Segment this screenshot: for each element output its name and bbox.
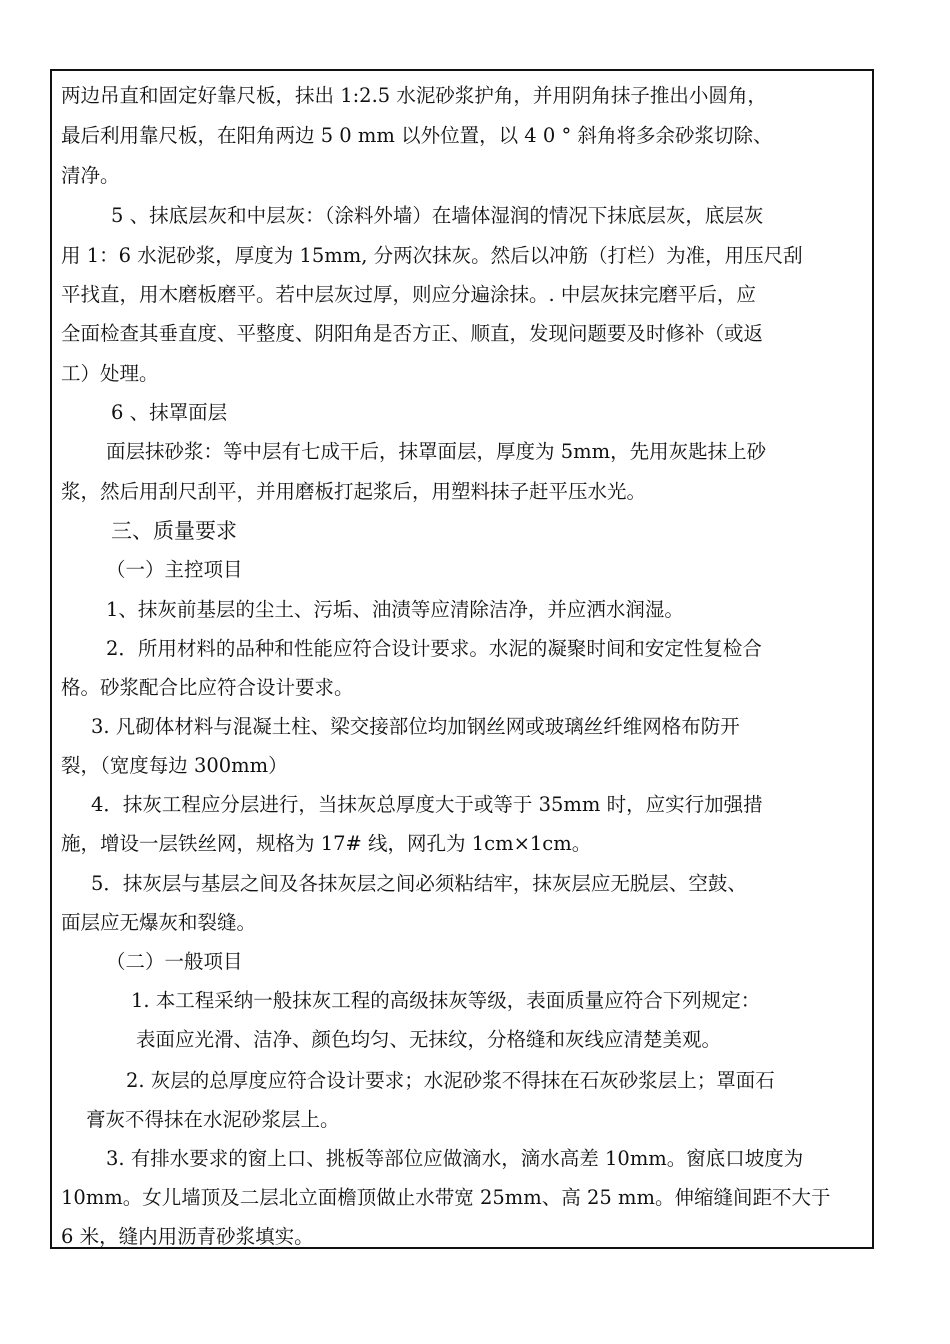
text-line: 全面检查其垂直度、平整度、阴阳角是否方正、顺直，发现问题要及时修补（或返 <box>61 322 764 345</box>
text-line: 4．抹灰工程应分层进行，当抹灰总厚度大于或等于 35mm 时，应实行加强措 <box>91 793 763 816</box>
text-line: 裂，（宽度每边 300mm） <box>61 754 288 777</box>
text-line: 工）处理。 <box>61 362 159 385</box>
text-line: 5 、抹底层灰和中层灰：（涂料外墙）在墙体湿润的情况下抹底层灰，底层灰 <box>111 204 764 227</box>
subsection-heading: （一）主控项目 <box>106 558 243 581</box>
text-line: 施，增设一层铁丝网，规格为 17# 线，网孔为 1cm×1cm。 <box>61 832 592 855</box>
text-line: 表面应光滑、洁净、颜色均匀、无抹纹，分格缝和灰线应清楚美观。 <box>136 1028 722 1051</box>
text-line: 两边吊直和固定好靠尺板，抹出 1:2.5 水泥砂浆护角，并用阴角抹子推出小圆角， <box>61 84 767 107</box>
document-frame <box>50 69 874 1249</box>
text-line: 清净。 <box>61 164 120 187</box>
text-line: 3. 凡砌体材料与混凝土柱、梁交接部位均加钢丝网或玻璃丝纤维网格布防开 <box>91 715 740 738</box>
text-line: 平找直，用木磨板磨平。若中层灰过厚，则应分遍涂抹。. 中层灰抹完磨平后，应 <box>61 283 756 306</box>
subheading: 6 、抹罩面层 <box>111 401 228 424</box>
text-line: 格。砂浆配合比应符合设计要求。 <box>61 676 354 699</box>
text-line: 6 米，缝内用沥青砂浆填实。 <box>61 1225 314 1248</box>
text-line: 面层抹砂浆：等中层有七成干后，抹罩面层，厚度为 5mm，先用灰匙抹上砂 <box>106 440 767 463</box>
text-line: 膏灰不得抹在水泥砂浆层上。 <box>86 1108 340 1131</box>
subsection-heading: （二）一般项目 <box>106 950 243 973</box>
text-line: 浆，然后用刮尺刮平，并用磨板打起浆后，用塑料抹子赶平压水光。 <box>61 480 647 503</box>
text-line: 3. 有排水要求的窗上口、挑板等部位应做滴水，滴水高差 10mm。窗底口坡度为 <box>106 1147 804 1170</box>
text-line: 用 1：6 水泥砂浆，厚度为 15mm, 分两次抹灰。然后以冲筋（打栏）为准，用压尺刮 <box>61 244 803 267</box>
section-heading: 三、质量要求 <box>111 519 237 543</box>
text-line: 5．抹灰层与基层之间及各抹灰层之间必须粘结牢，抹灰层应无脱层、空鼓、 <box>91 872 747 895</box>
text-line: 面层应无爆灰和裂缝。 <box>61 911 257 934</box>
text-line: 最后利用靠尺板，在阳角两边 5 0 mm 以外位置，以 4 0 ° 斜角将多余砂浆切除、 <box>61 124 773 147</box>
text-line: 2. 灰层的总厚度应符合设计要求；水泥砂浆不得抹在石灰砂浆层上；罩面石 <box>126 1069 775 1092</box>
text-line: 2．所用材料的品种和性能应符合设计要求。水泥的凝聚时间和安定性复检合 <box>106 637 762 660</box>
text-line: 10mm。女儿墙顶及二层北立面檐顶做止水带宽 25mm、高 25 mm。伸缩缝间距不大于 <box>61 1186 831 1209</box>
text-line: 1. 本工程采纳一般抹灰工程的高级抹灰等级，表面质量应符合下列规定： <box>131 989 761 1012</box>
text-line: 1、抹灰前基层的尘土、污垢、油渍等应清除洁净，并应洒水润湿。 <box>106 598 684 621</box>
